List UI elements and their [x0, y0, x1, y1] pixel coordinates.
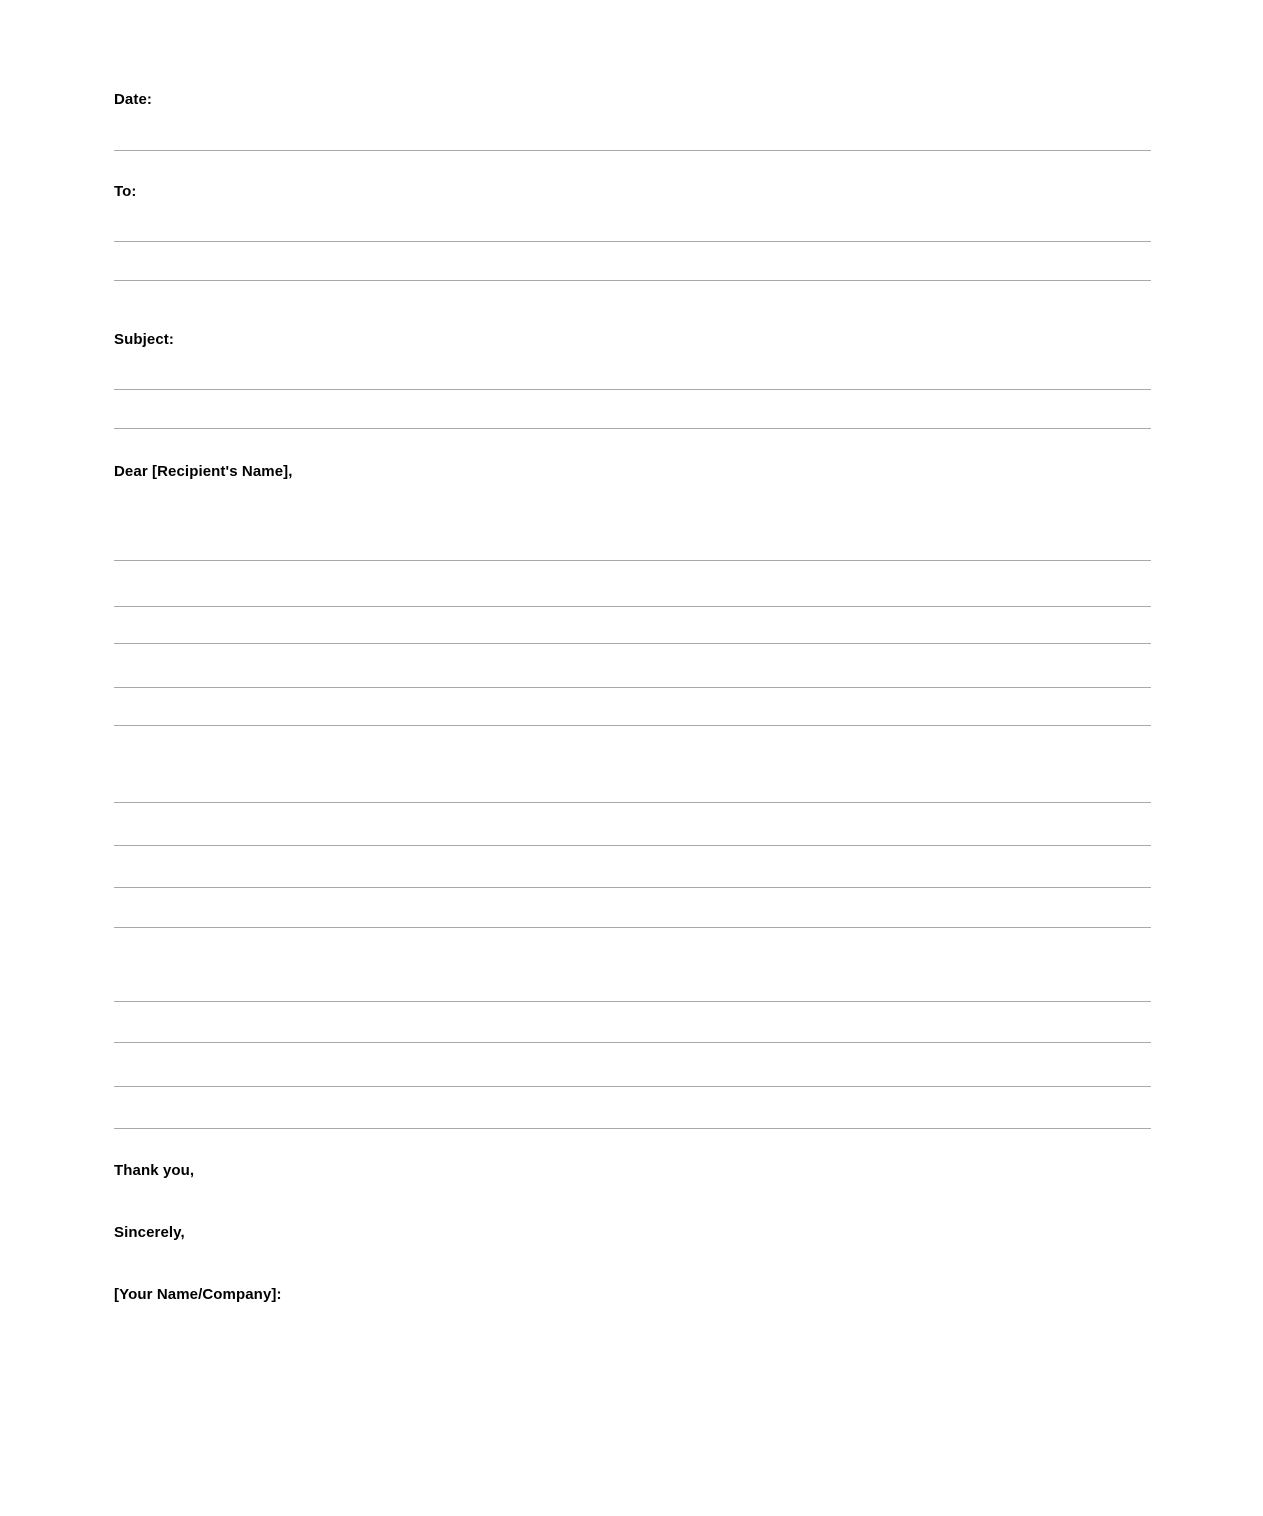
body-write-line-5[interactable]: [114, 725, 1151, 726]
body-write-line-8[interactable]: [114, 887, 1151, 888]
date-write-line[interactable]: [114, 150, 1151, 151]
body-write-line-11[interactable]: [114, 1042, 1151, 1043]
body-write-line-9[interactable]: [114, 927, 1151, 928]
sincerely-label: Sincerely,: [114, 1224, 185, 1241]
to-label: To:: [114, 183, 137, 200]
subject-write-line-2[interactable]: [114, 428, 1151, 429]
body-write-line-12[interactable]: [114, 1086, 1151, 1087]
body-write-line-4[interactable]: [114, 687, 1151, 688]
signature-name-label: [Your Name/Company]:: [114, 1286, 282, 1303]
salutation-label: Dear [Recipient's Name],: [114, 463, 293, 480]
date-label: Date:: [114, 91, 153, 108]
body-write-line-1[interactable]: [114, 560, 1151, 561]
page-bottom-margin: [0, 1306, 1263, 1516]
to-write-line-2[interactable]: [114, 280, 1151, 281]
body-write-line-7[interactable]: [114, 845, 1151, 846]
body-write-line-2[interactable]: [114, 606, 1151, 607]
thank-you-label: Thank you,: [114, 1162, 195, 1179]
body-write-line-10[interactable]: [114, 1001, 1151, 1002]
body-write-line-13[interactable]: [114, 1128, 1151, 1129]
to-write-line-1[interactable]: [114, 241, 1151, 242]
subject-write-line-1[interactable]: [114, 389, 1151, 390]
body-write-line-6[interactable]: [114, 802, 1151, 803]
body-write-line-3[interactable]: [114, 643, 1151, 644]
subject-label: Subject:: [114, 331, 174, 348]
